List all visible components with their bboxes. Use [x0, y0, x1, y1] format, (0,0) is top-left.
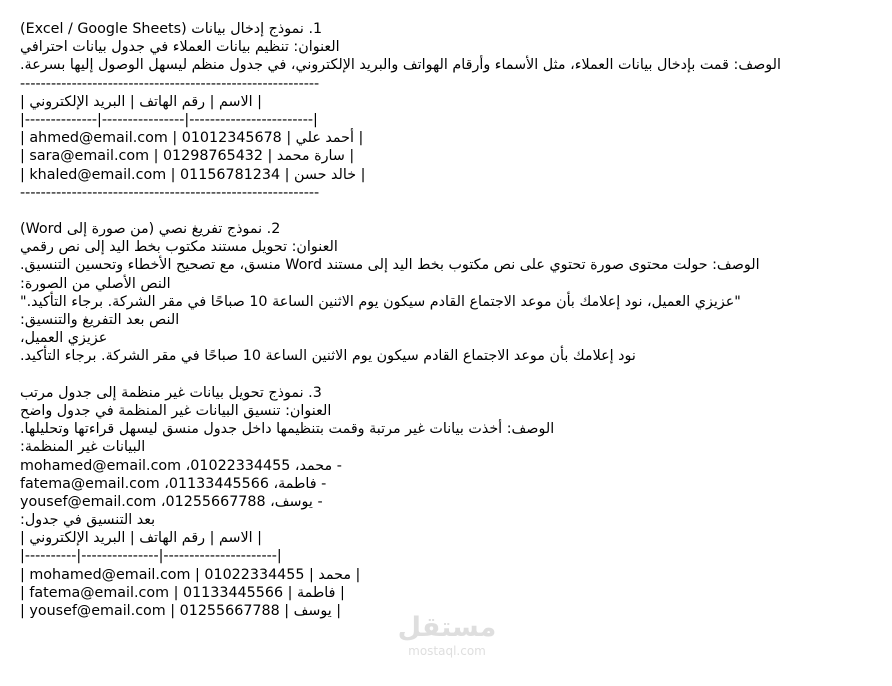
- watermark-site: mostaql.com: [408, 644, 486, 658]
- table-1-bottom-rule: ----------------------------------------------------------: [20, 184, 320, 201]
- unstructured-data-label: البيانات غير المنظمة:: [20, 439, 146, 456]
- section-3-title: العنوان: تنسيق البيانات غير المنظمة في جدول واضح: [20, 402, 332, 419]
- section-2-description: الوصف: حولت محتوى صورة تحتوي على نص مكتوب بخط اليد إلى مستند Word منسق، مع تصحيح الأخطاء وتحسين التنسيق.: [20, 257, 760, 274]
- formatted-text-body: نود إعلامك بأن موعد الاجتماع القادم سيكون يوم الاثنين الساعة 10 صباحًا في مقر الشركة. برجاء التأكيد.: [20, 348, 636, 365]
- formatted-text-greeting: عزيزي العميل،: [20, 330, 108, 347]
- blank-line: [20, 202, 872, 220]
- table-1-row: | خالد حسن | 01156781234 | khaled@email.com |: [20, 166, 366, 183]
- table-1-row: | أحمد علي | 01012345678 | ahmed@email.com |: [20, 130, 364, 147]
- unstructured-data-item: - محمد، 01022334455، mohamed@email.com: [20, 457, 342, 474]
- formatted-text-label: النص بعد التفريغ والتنسيق:: [20, 312, 180, 328]
- blank-line: [20, 366, 872, 384]
- section-2-title: العنوان: تحويل مستند مكتوب بخط اليد إلى نص رقمي: [20, 239, 338, 256]
- original-text-label: النص الأصلي من الصورة:: [20, 275, 171, 292]
- section-3-heading: 3. نموذج تحويل بيانات غير منظمة إلى جدول مرتب: [20, 384, 322, 401]
- document-body: [20, 20, 872, 620]
- original-text-quote: "عزيزي العميل، نود إعلامك بأن موعد الاجتماع القادم سيكون يوم الاثنين الساعة 10 صباحًا في مقر الشركة. برجاء التأكيد.": [20, 293, 741, 310]
- table-2-row: | يوسف | 01255667788 | yousef@email.com |: [20, 603, 342, 619]
- table-1-row: | سارة محمد | 01298765432 | sara@email.com |: [20, 148, 355, 165]
- table-1-separator: |--------------|----------------|------------------------|: [20, 111, 318, 128]
- unstructured-data-item: - فاطمة، 01133445566، fatema@email.com: [20, 475, 327, 492]
- section-1-heading: 1. نموذج إدخال بيانات (Excel / Google Sheets): [20, 21, 323, 37]
- structured-table-label: بعد التنسيق في جدول:: [20, 512, 156, 529]
- watermark-logo: مستقل: [397, 612, 497, 643]
- mostaql-watermark: [392, 612, 502, 672]
- section-1-description: الوصف: قمت بإدخال بيانات العملاء، مثل الأسماء وأرقام الهواتف والبريد الإلكتروني، في جدول منظم ليسهل الوصول إليها بسرعة.: [20, 57, 782, 74]
- table-2-separator: |----------|---------------|----------------------|: [20, 548, 282, 565]
- table-1-header-row: | الاسم | رقم الهاتف | البريد الإلكتروني |: [20, 93, 262, 110]
- section-3-description: الوصف: أخذت بيانات غير مرتبة وقمت بتنظيمها داخل جدول منسق ليسهل قراءتها وتحليلها.: [20, 421, 555, 438]
- section-1-title: العنوان: تنظيم بيانات العملاء في جدول بيانات احترافي: [20, 39, 340, 56]
- unstructured-data-item: - يوسف، 01255667788، yousef@email.com: [20, 493, 323, 510]
- table-2-row: | فاطمة | 01133445566 | fatema@email.com |: [20, 584, 345, 601]
- section-2-heading: 2. نموذج تفريغ نصي (من صورة إلى Word): [20, 221, 281, 238]
- table-2-header-row: | الاسم | رقم الهاتف | البريد الإلكتروني |: [20, 530, 262, 547]
- table-1-top-rule: ----------------------------------------------------------: [20, 75, 320, 92]
- table-2-row: | محمد | 01022334455 | mohamed@email.com |: [20, 566, 361, 583]
